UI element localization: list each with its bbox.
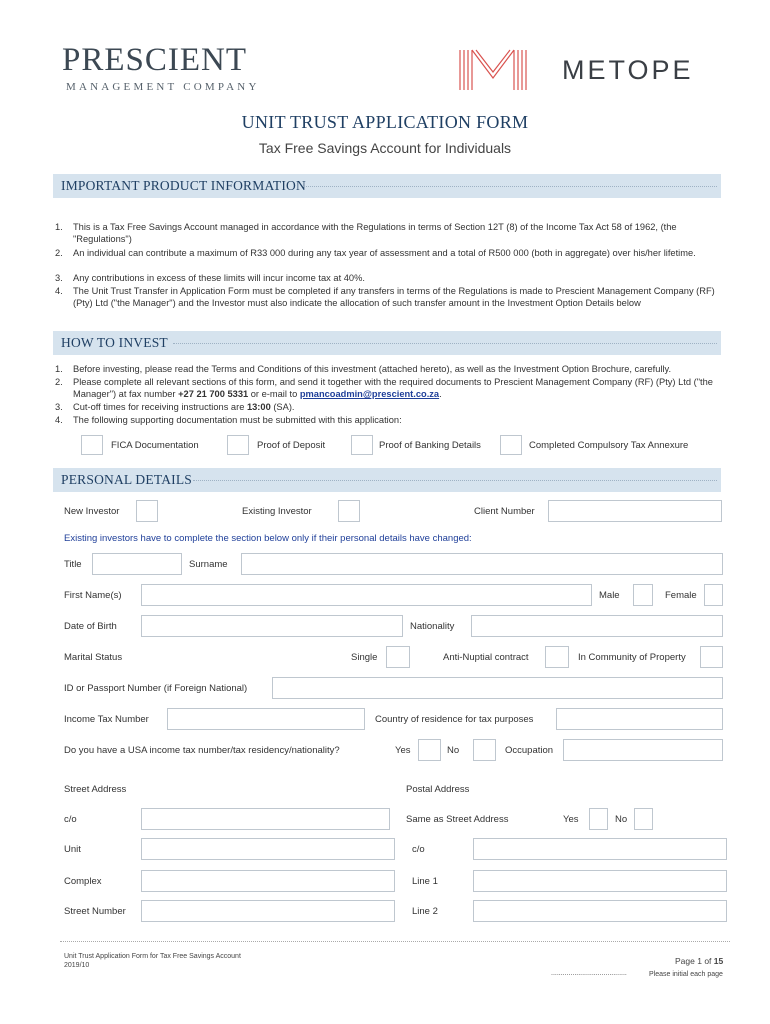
street-number-field[interactable] <box>141 900 395 922</box>
list-item: 1. Before investing, please read the Terms and Conditions of this investment (attached hereto), as well as the Investment Option Brochure, carefully. <box>55 364 672 374</box>
prescient-logo-subtitle: MANAGEMENT COMPANY <box>66 81 260 93</box>
existing-investor-checkbox[interactable] <box>338 500 360 522</box>
fica-label: FICA Documentation <box>111 440 199 451</box>
complex-label: Complex <box>64 876 102 887</box>
fax-number: +27 21 700 5331 <box>178 389 249 399</box>
list-item: 4. The following supporting documentation must be submitted with this application: <box>55 415 402 425</box>
anc-label: Anti-Nuptial contract <box>443 652 529 663</box>
single-checkbox[interactable] <box>386 646 410 668</box>
cutoff-time: 13:00 <box>246 402 271 412</box>
existing-investor-note: Existing investors have to complete the section below only if their personal details have changed: <box>64 533 472 544</box>
same-no-checkbox[interactable] <box>634 808 653 830</box>
client-number-field[interactable] <box>548 500 722 522</box>
proof-of-banking-label: Proof of Banking Details <box>379 440 481 451</box>
client-number-label: Client Number <box>474 506 535 517</box>
metope-logo-text: METOPE <box>562 55 694 85</box>
tax-annexure-checkbox[interactable] <box>500 435 522 455</box>
title-field[interactable] <box>92 553 182 575</box>
list-item: 2. An individual can contribute a maximum of R33 000 during any tax year of assessment and a total of R500 000 (both in aggregate) over his/her lifetime. <box>55 248 696 258</box>
tax-annexure-label: Completed Compulsory Tax Annexure <box>529 440 689 451</box>
income-tax-field[interactable] <box>167 708 365 730</box>
metope-logo-icon <box>458 48 528 97</box>
line2-field[interactable] <box>473 900 727 922</box>
page-number: Page 1 of 15 <box>675 956 724 966</box>
footer-version: 2019/10 <box>64 962 90 969</box>
list-item: 4. The Unit Trust Transfer in Application Form must be completed if any transfers in terms of the Regulations is made to Prescient Management Company (RF) (Pty) Ltd ("the Manager") and the Investor must also indicate the allocation of such transfer amount in the Investment Option Details below <box>55 286 715 308</box>
list-item: 3. Cut-off times for receiving instructions are 13:00 (SA). <box>55 402 295 412</box>
street-co-field[interactable] <box>141 808 390 830</box>
complex-field[interactable] <box>141 870 395 892</box>
proof-of-banking-checkbox[interactable] <box>351 435 373 455</box>
section-title: HOW TO INVEST <box>61 335 168 350</box>
street-co-label: c/o <box>64 814 77 825</box>
same-yes-checkbox[interactable] <box>589 808 608 830</box>
section-title: IMPORTANT PRODUCT INFORMATION <box>61 178 306 193</box>
title-label: Title <box>64 559 82 570</box>
dotted-rule <box>173 343 717 344</box>
existing-investor-label: Existing Investor <box>242 506 312 517</box>
list-item: 1. This is a Tax Free Savings Account managed in accordance with the Regulations in terms of Section 12T (8) of the Income Tax Act 58 of 1962, (the "Regulations") <box>55 222 677 244</box>
occupation-field[interactable] <box>563 739 723 761</box>
female-checkbox[interactable] <box>704 584 723 606</box>
form-subtitle: Tax Free Savings Account for Individuals <box>258 140 512 156</box>
female-label: Female <box>665 590 697 601</box>
usa-yes-checkbox[interactable] <box>418 739 441 761</box>
dotted-rule <box>303 186 717 187</box>
dob-field[interactable] <box>141 615 403 637</box>
new-investor-checkbox[interactable] <box>136 500 158 522</box>
country-residence-field[interactable] <box>556 708 723 730</box>
icop-label: In Community of Property <box>578 652 686 663</box>
male-label: Male <box>599 590 620 601</box>
first-names-label: First Name(s) <box>64 590 122 601</box>
same-yes-label: Yes <box>563 814 579 825</box>
initial-instruction: Please initial each page <box>649 971 723 978</box>
prescient-logo: PRESCIENT <box>62 42 248 78</box>
unit-field[interactable] <box>141 838 395 860</box>
country-residence-label: Country of residence for tax purposes <box>375 714 534 725</box>
proof-of-deposit-checkbox[interactable] <box>227 435 249 455</box>
id-passport-label: ID or Passport Number (if Foreign National) <box>64 683 248 694</box>
section-header-product-info <box>53 174 721 198</box>
email-link[interactable]: pmancoadmin@prescient.co.za <box>299 389 440 399</box>
usa-question-label: Do you have a USA income tax number/tax residency/nationality? <box>64 745 340 756</box>
surname-label: Surname <box>189 559 228 570</box>
proof-of-deposit-label: Proof of Deposit <box>257 440 326 451</box>
first-names-field[interactable] <box>141 584 592 606</box>
nationality-field[interactable] <box>471 615 723 637</box>
dotted-rule <box>193 480 717 481</box>
postal-address-heading: Postal Address <box>406 784 470 795</box>
new-investor-label: New Investor <box>64 506 120 517</box>
list-item: 3. Any contributions in excess of these limits will incur income tax at 40%. <box>55 273 365 283</box>
footer-form-name: Unit Trust Application Form for Tax Free Savings Account <box>64 953 241 960</box>
street-number-label: Street Number <box>64 906 126 917</box>
usa-yes-label: Yes <box>395 745 411 756</box>
section-title: PERSONAL DETAILS <box>61 472 192 487</box>
line1-field[interactable] <box>473 870 727 892</box>
dob-label: Date of Birth <box>64 621 117 632</box>
line1-label: Line 1 <box>412 876 438 887</box>
income-tax-label: Income Tax Number <box>64 714 149 725</box>
anc-checkbox[interactable] <box>545 646 569 668</box>
section-header-how-to-invest <box>53 331 721 355</box>
list-item: 2. Please complete all relevant sections of this form, and send it together with the required documents to Prescient Management Company (RF) (Pty) Ltd ("the Manager") at fax number +27 21 700 5331 or e-mail to pmancoadmin@prescient.co.za. <box>55 377 713 399</box>
usa-no-checkbox[interactable] <box>473 739 496 761</box>
fica-checkbox[interactable] <box>81 435 103 455</box>
surname-field[interactable] <box>241 553 723 575</box>
single-label: Single <box>351 652 378 663</box>
section-header-personal-details <box>53 468 721 492</box>
initial-line: ....................................... <box>551 970 627 977</box>
marital-status-label: Marital Status <box>64 652 123 663</box>
footer-divider <box>60 941 730 942</box>
usa-no-label: No <box>447 745 460 756</box>
nationality-label: Nationality <box>410 621 455 632</box>
male-checkbox[interactable] <box>633 584 653 606</box>
street-address-heading: Street Address <box>64 784 127 795</box>
form-title: UNIT TRUST APPLICATION FORM <box>241 112 529 132</box>
line2-label: Line 2 <box>412 906 438 917</box>
id-passport-field[interactable] <box>272 677 723 699</box>
same-no-label: No <box>615 814 628 825</box>
unit-label: Unit <box>64 844 81 855</box>
occupation-label: Occupation <box>505 745 554 756</box>
postal-co-label: c/o <box>412 844 425 855</box>
postal-co-field[interactable] <box>473 838 727 860</box>
icop-checkbox[interactable] <box>700 646 723 668</box>
same-as-street-label: Same as Street Address <box>406 814 509 825</box>
